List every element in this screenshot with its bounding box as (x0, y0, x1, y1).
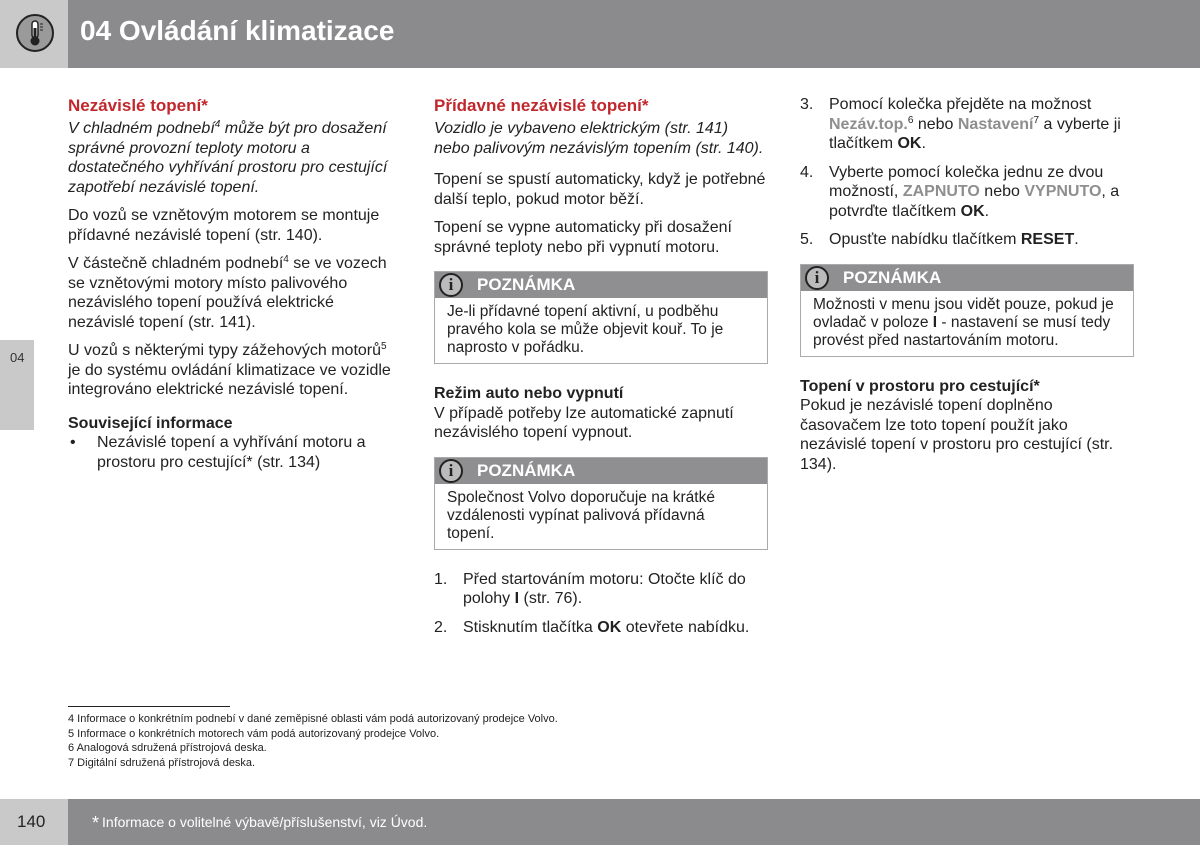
paragraph: Topení se vypne automaticky při dosažení správné teploty nebo při vypnutí motoru. (434, 219, 732, 256)
paragraph: V částečně chladném podnebí$^4$ se ve vozech se vznětovými motory místo palivového nezávislého topení používá elektrické nezávislé topení (str. 141). (68, 254, 387, 331)
note-box: i POZNÁMKA Společnost Volvo doporučuje na krátké vzdálenosti vypínat palivová přídavná topení. (434, 457, 768, 550)
column-1 (68, 95, 402, 472)
info-icon: i (439, 459, 463, 483)
footnote: 4 Informace o konkrétním podnebí v dané zeměpisné oblasti vám podá autorizovaný prodejce Volvo. (68, 713, 558, 725)
paragraph: V případě potřeby lze automatické zapnutí nezávislého topení vypnout. (434, 404, 734, 441)
info-icon: i (805, 266, 829, 290)
paragraph: Do vozů se vznětovým motorem se montuje přídavné nezávislé topení (str. 140). (68, 207, 380, 244)
paragraph: U vozů s některými typy zážehových motorů$^5$ je do systému ovládání klimatizace ve vozidle integrováno elektrické nezávislé topení. (68, 341, 391, 398)
step-item: 4. Vyberte pomocí kolečka jednu ze dvou možností, ZAPNUTO nebo VYPNUTO, a potvrďte tlačítkem OK. (800, 163, 1120, 220)
intro-text: V chladném podnebí$^4$ může být pro dosažení správné provozní teploty motoru a dostatečného vyhřívání prostoru pro cestující zapotřebí nezávislé topení. (68, 119, 388, 196)
header-icon-area (0, 0, 68, 68)
info-icon: i (439, 273, 463, 297)
thermometer-icon (16, 14, 54, 52)
intro-text: Vozidlo je vybaveno elektrickým (str. 141) nebo palivovým nezávislým topením (str. 140). (434, 120, 764, 157)
chapter-side-tab: 04 (0, 340, 34, 430)
footnotes (68, 712, 558, 770)
step-item: 5. Opusťte nabídku tlačítkem RESET. (800, 231, 1079, 248)
related-title: Související informace (68, 414, 233, 432)
footnote: 7 Digitální sdružená přístrojová deska. (68, 756, 256, 769)
footnote: 5 Informace o konkrétních motorech vám podá autorizovaný prodejce Volvo. (68, 727, 440, 740)
subsection-title: Režim auto nebo vypnutí (434, 385, 624, 402)
paragraph: Pokud je nezávislé topení doplněno časovačem lze toto topení použít jako nezávislé topení v prostoru pro cestující (str. 134). (800, 397, 1114, 473)
related-link[interactable]: • Nezávislé topení a vyhřívání motoru a prostoru pro cestující* (str. 134) (70, 434, 366, 471)
step-item: 2. Stisknutím tlačítka OK otevřete nabídku. (434, 618, 750, 636)
section-title: Nezávislé topení* (68, 96, 208, 115)
paragraph: Topení se spustí automaticky, když je potřebné další teplo, pokud motor běží. (434, 171, 766, 208)
step-item: 3. Pomocí kolečka přejděte na možnost Nezáv.top.$^6$ nebo Nastavení$^7$ a vyberte ji tlačítkem OK. (800, 96, 1121, 152)
footnote-divider (68, 706, 230, 707)
column-3 (800, 95, 1134, 483)
note-box: i POZNÁMKA Možnosti v menu jsou vidět pouze, pokud je ovladač v poloze I - nastavení se musí tedy provést před nastartováním motoru. (800, 264, 1134, 357)
footnote: 6 Analogová sdružená přístrojová deska. (68, 742, 267, 754)
step-item: 1. Před startováním motoru: Otočte klíč do polohy I (str. 76). (434, 570, 746, 607)
column-2 (434, 95, 768, 646)
footer-note: * Informace o volitelné výbavě/příslušenství, viz Úvod. (68, 799, 1200, 845)
chapter-title: 04 Ovládání klimatizace (80, 15, 395, 46)
subsection-title: Topení v prostoru pro cestující* (800, 377, 1040, 395)
page-number: 140 (0, 799, 68, 845)
section-title: Přídavné nezávislé topení* (434, 96, 649, 115)
note-box: i POZNÁMKA Je-li přídavné topení aktivní, u podběhu pravého kola se může objevit kouř. To je naprosto v pořádku. (434, 271, 768, 364)
